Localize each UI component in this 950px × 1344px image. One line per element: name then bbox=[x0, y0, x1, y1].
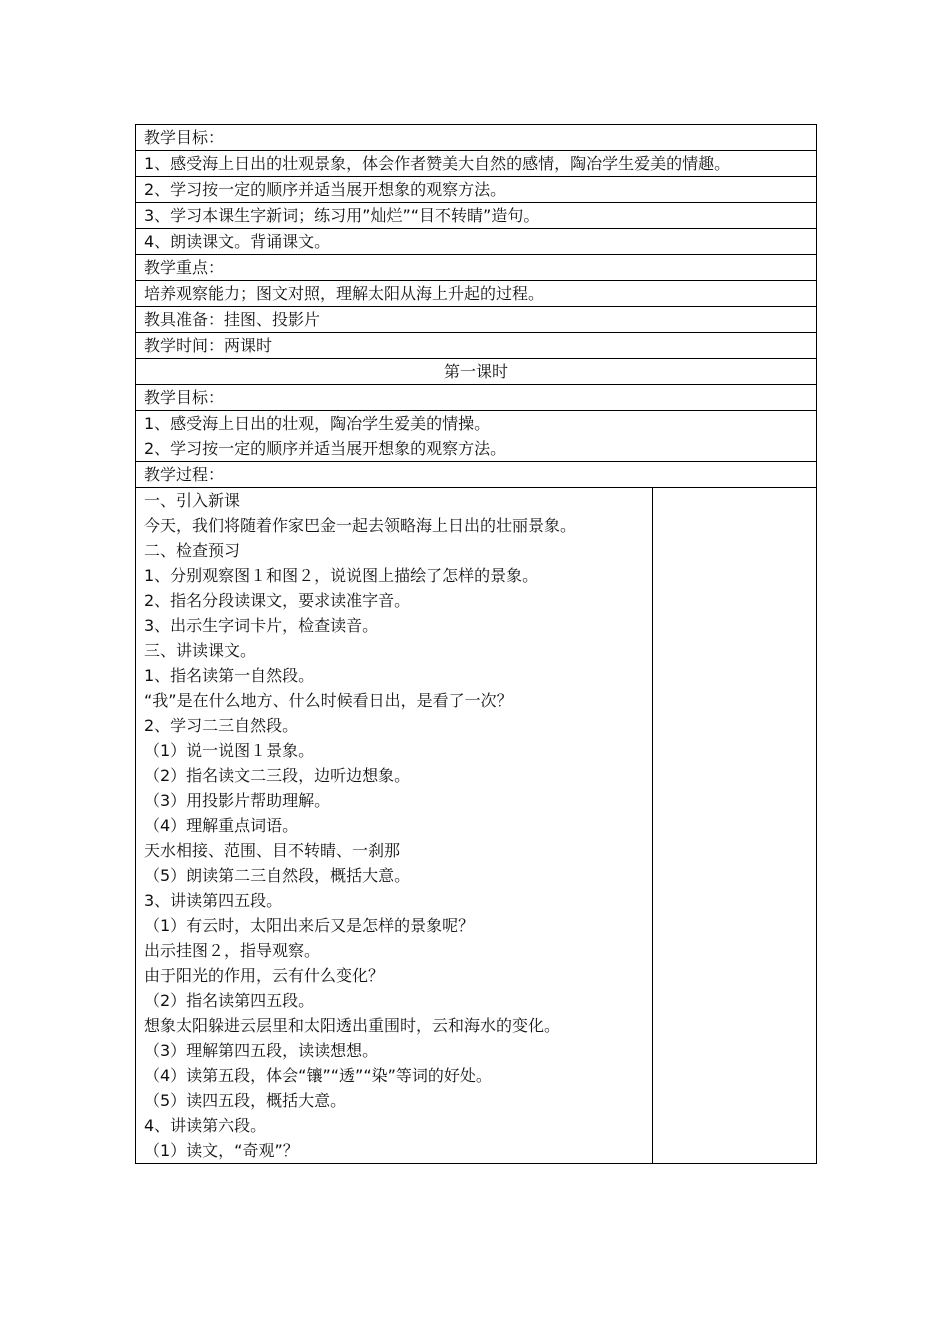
process-line: 3、出示生字词卡片，检查读音。 bbox=[144, 616, 379, 635]
focus-text: 培养观察能力；图文对照，理解太阳从海上升起的过程。 bbox=[136, 281, 817, 307]
objective-row bbox=[136, 229, 817, 255]
process-line: 天水相接、范围、目不转睛、一刹那 bbox=[144, 841, 401, 860]
process-line: （1）读文，“奇观”？ bbox=[144, 1141, 299, 1160]
lesson-plan-table bbox=[135, 124, 817, 1164]
process-row bbox=[136, 488, 817, 1164]
process-line: 今天，我们将随着作家巴金一起去领略海上日出的壮丽景象。 bbox=[144, 516, 577, 535]
lesson-title: 第一课时 bbox=[136, 359, 817, 385]
process-line: 出示挂图２，指导观察。 bbox=[144, 941, 321, 960]
process-line: “我”是在什么地方、什么时候看日出，是看了一次？ bbox=[144, 691, 513, 710]
objective-4: 4、朗读课文。背诵课文。 bbox=[136, 229, 817, 255]
objective-3: 3、学习本课生字新词；练习用”灿烂”“目不转睛”造句。 bbox=[136, 203, 817, 229]
objective-1: 1、感受海上日出的壮观景象，体会作者赞美大自然的感情，陶冶学生爱美的情趣。 bbox=[136, 151, 817, 177]
process-line: （3）理解第四五段，读读想想。 bbox=[144, 1041, 379, 1060]
process-line: 1、指名读第一自然段。 bbox=[144, 666, 315, 685]
process-line: （4）理解重点词语。 bbox=[144, 816, 299, 835]
process-line: （4）读第五段，体会“镶”“透”“染”等词的好处。 bbox=[144, 1066, 492, 1085]
lesson-objectives-row bbox=[136, 411, 817, 462]
lesson-objective-1: 1、感受海上日出的壮观，陶冶学生爱美的情操。 bbox=[144, 414, 491, 433]
process-line: 2、指名分段读课文，要求读准字音。 bbox=[144, 591, 411, 610]
process-line: 2、学习二三自然段。 bbox=[144, 716, 299, 735]
process-line: 二、检查预习 bbox=[144, 541, 241, 560]
process-line: （1）有云时，太阳出来后又是怎样的景象呢？ bbox=[144, 916, 475, 935]
objective-row bbox=[136, 203, 817, 229]
objectives-heading: 教学目标： bbox=[136, 125, 817, 151]
process-heading-row bbox=[136, 462, 817, 488]
process-line: （2）指名读第四五段。 bbox=[144, 991, 315, 1010]
process-line: （5）朗读第二三自然段，概括大意。 bbox=[144, 866, 411, 885]
tools-row bbox=[136, 307, 817, 333]
process-line: 4、讲读第六段。 bbox=[144, 1116, 267, 1135]
process-line: （2）指名读文二三段，边听边想象。 bbox=[144, 766, 411, 785]
notes-column bbox=[653, 488, 817, 1164]
process-line: 3、讲读第四五段。 bbox=[144, 891, 283, 910]
process-line: 想象太阳躲进云层里和太阳透出重围时，云和海水的变化。 bbox=[144, 1016, 561, 1035]
process-line: （1）说一说图１景象。 bbox=[144, 741, 315, 760]
focus-heading: 教学重点： bbox=[136, 255, 817, 281]
process-line: 1、分别观察图１和图２，说说图上描绘了怎样的景象。 bbox=[144, 566, 539, 585]
objectives-heading-row bbox=[136, 125, 817, 151]
process-line: （3）用投影片帮助理解。 bbox=[144, 791, 331, 810]
lesson-objectives-heading: 教学目标： bbox=[136, 385, 817, 411]
time-text: 教学时间：两课时 bbox=[136, 333, 817, 359]
lesson-objective-2: 2、学习按一定的顺序并适当展开想象的观察方法。 bbox=[144, 439, 507, 458]
lesson-objectives-heading-row bbox=[136, 385, 817, 411]
focus-row bbox=[136, 281, 817, 307]
process-line: 三、讲读课文。 bbox=[144, 641, 257, 660]
process-heading: 教学过程： bbox=[136, 462, 817, 488]
objective-row bbox=[136, 177, 817, 203]
process-content bbox=[136, 488, 653, 1164]
process-line: 一、引入新课 bbox=[144, 491, 241, 510]
focus-heading-row bbox=[136, 255, 817, 281]
lesson-title-row bbox=[136, 359, 817, 385]
lesson-objectives bbox=[136, 411, 817, 462]
tools-text: 教具准备：挂图、投影片 bbox=[136, 307, 817, 333]
time-row bbox=[136, 333, 817, 359]
process-line: （5）读四五段，概括大意。 bbox=[144, 1091, 347, 1110]
objective-2: 2、学习按一定的顺序并适当展开想象的观察方法。 bbox=[136, 177, 817, 203]
objective-row bbox=[136, 151, 817, 177]
process-line: 由于阳光的作用，云有什么变化？ bbox=[144, 966, 385, 985]
